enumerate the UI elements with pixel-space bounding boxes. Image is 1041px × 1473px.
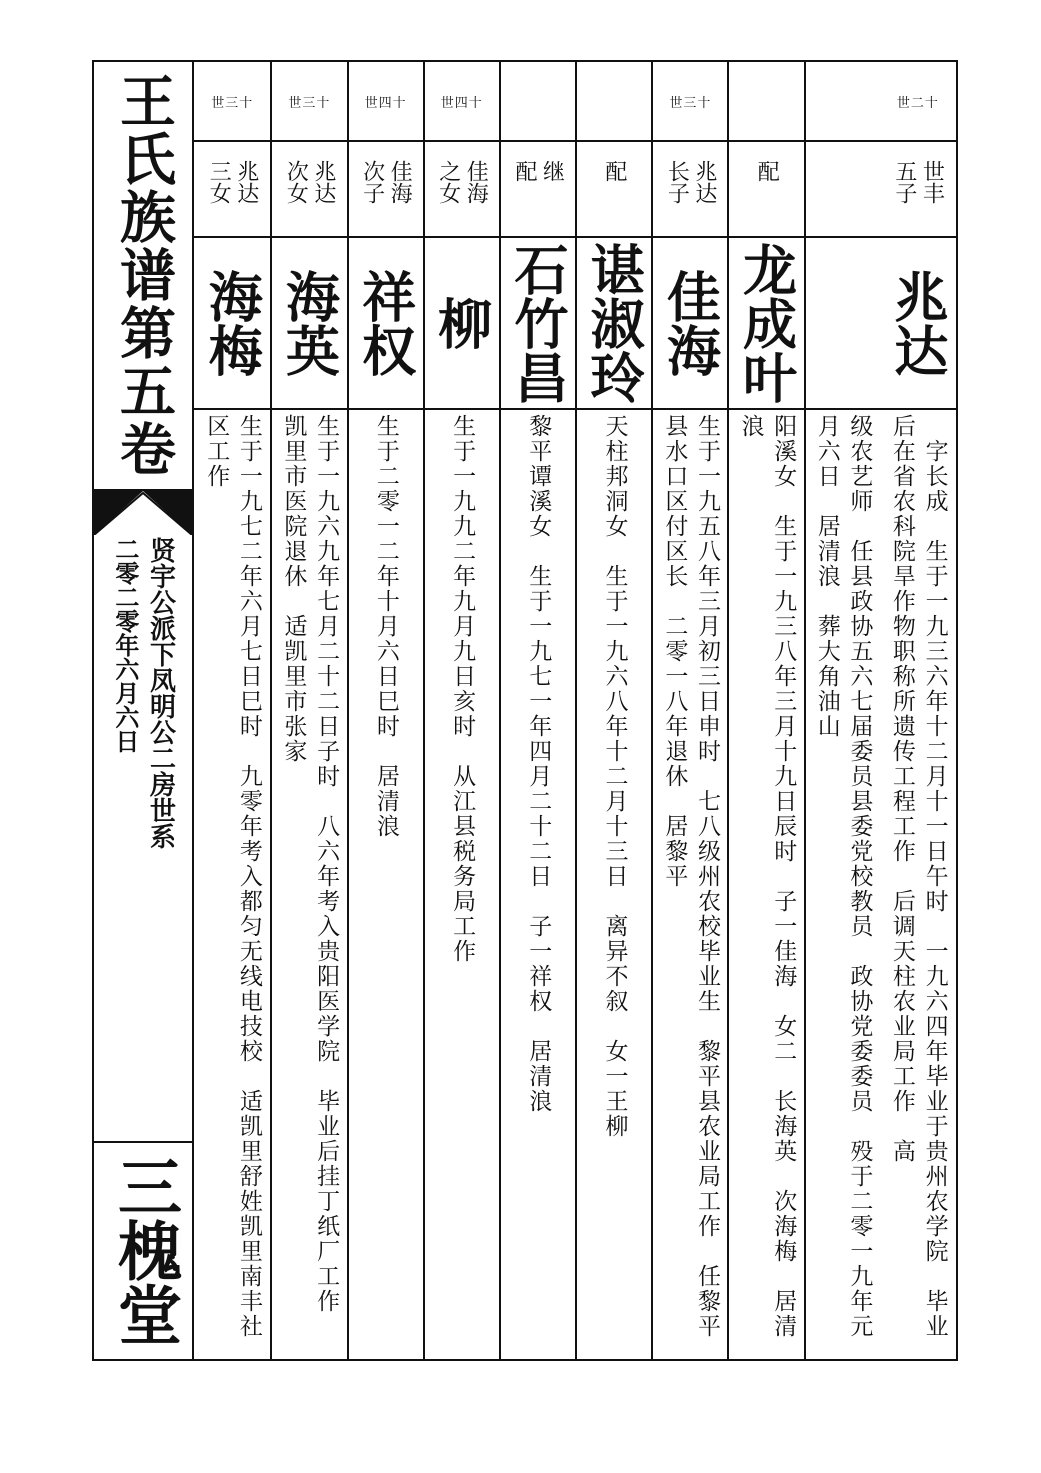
generation-cell xyxy=(729,62,803,142)
relation-cell xyxy=(501,142,575,238)
relation-cell xyxy=(729,142,803,238)
member-name: 海梅 xyxy=(200,269,265,377)
bio-cell xyxy=(653,414,727,1359)
member-bio: 字长成 生于一九三六年十二月十一日午时 一九六四年毕业于贵州农学院 毕业后在省农科院旱作物职称所遗传工程工作 后调天柱农业局工作 高 xyxy=(888,414,948,1339)
member-column xyxy=(727,62,803,1359)
generation-text: 世三十 xyxy=(288,95,331,111)
relation-text: 配 xyxy=(601,160,627,182)
member-bio: 生于二零一二年十月六日巳时 居清浪 xyxy=(372,414,399,839)
relation-cell xyxy=(194,142,270,238)
relation-text: 配 xyxy=(754,160,780,182)
name-cell xyxy=(653,238,727,410)
relation-text: 继 配 xyxy=(511,160,565,182)
lineage-text: 贤宇公派下凤明公二房世系 xyxy=(145,537,176,849)
member-bio: 生于一九六九年七月二十二日子时 八六年考入贵阳医学院 毕业后挂丁纸厂工作 凯里市医院退休 适凯里市张家 xyxy=(280,414,340,1339)
generation-cell xyxy=(806,62,880,142)
bio-cell xyxy=(272,414,346,1359)
member-bio: 黎平谭溪女 生于一九七一年四月二十二日 子一祥权 居清浪 xyxy=(525,414,552,1114)
member-column xyxy=(499,62,575,1359)
member-name: 兆达 xyxy=(885,269,950,377)
name-cell xyxy=(880,238,956,410)
name-cell xyxy=(349,238,423,410)
generation-text: 世三十 xyxy=(211,95,254,111)
genealogy-page-frame xyxy=(92,60,958,1361)
member-bio: 生于一九五八年三月初三日申时 七八级州农校毕业生 黎平县农业局工作 任黎平县水口区付区长 二零一八年退休 居黎平 xyxy=(661,414,720,1339)
member-name: 柳 xyxy=(429,296,494,350)
member-column xyxy=(880,62,956,1359)
member-name: 祥权 xyxy=(353,269,418,377)
generation-cell xyxy=(501,62,575,142)
bio-cell xyxy=(501,414,575,1359)
title-panel xyxy=(94,62,194,1359)
relation-cell xyxy=(349,142,423,238)
member-column xyxy=(194,62,270,1359)
arrow-banner xyxy=(94,491,192,535)
relation-cell xyxy=(880,142,956,238)
generation-cell xyxy=(349,62,423,142)
member-bio: 生于一九七二年六月七日巳时 九零年考入都匀无线电技校 适凯里舒姓凯里南丰社区工作 xyxy=(203,414,262,1339)
generation-text: 世四十 xyxy=(440,95,483,111)
member-column xyxy=(347,62,423,1359)
relation-cell xyxy=(653,142,727,238)
name-cell xyxy=(425,238,499,410)
name-cell xyxy=(194,238,270,410)
member-bio: 天柱邦洞女 生于一九六八年十二月十三日 离异不叙 女一王柳 xyxy=(601,414,628,1139)
arrow-banner-icon xyxy=(94,491,192,535)
member-name: 佳海 xyxy=(658,269,723,377)
relation-text: 佳海 之女 xyxy=(435,160,489,204)
relation-text: 兆达 三女 xyxy=(206,160,259,204)
name-cell xyxy=(501,238,575,410)
member-name: 石竹昌 xyxy=(505,242,570,404)
generation-cell xyxy=(272,62,346,142)
name-cell xyxy=(577,238,651,410)
generation-cell xyxy=(653,62,727,142)
bio-cell xyxy=(880,414,956,1359)
bio-cell xyxy=(349,414,423,1359)
divider xyxy=(94,1141,192,1143)
member-bio: 级农艺师 任县政协五六七届委员县委党校教员 政协党委委员 殁于二零一九年元月六日 居清浪 葬大角油山 xyxy=(813,414,873,1339)
member-column xyxy=(423,62,499,1359)
member-columns xyxy=(194,62,956,1359)
lineage-block xyxy=(94,537,192,1137)
name-cell xyxy=(806,238,880,410)
member-name: 海英 xyxy=(277,269,342,377)
member-bio: 阳溪女 生于一九三八年三月十九日辰时 子一佳海 女二 长海英 次海梅 居清浪 xyxy=(737,414,797,1339)
relation-text: 兆达 长子 xyxy=(664,160,717,204)
generation-cell xyxy=(425,62,499,142)
relation-text: 兆达 次女 xyxy=(283,160,336,204)
generation-text: 世三十 xyxy=(669,95,712,111)
generation-text: 世四十 xyxy=(364,95,407,111)
generation-cell xyxy=(880,62,956,142)
member-name: 龙成叶 xyxy=(734,242,799,404)
bio-cell xyxy=(806,414,880,1359)
member-column xyxy=(804,62,880,1359)
bio-cell xyxy=(425,414,499,1359)
book-title xyxy=(94,66,194,484)
bio-cell xyxy=(729,414,803,1359)
bio-cell xyxy=(194,414,270,1359)
name-cell xyxy=(272,238,346,410)
relation-text: 世丰 五子 xyxy=(891,160,945,204)
generation-cell xyxy=(577,62,651,142)
bio-cell xyxy=(577,414,651,1359)
name-cell xyxy=(729,238,803,410)
relation-cell xyxy=(806,142,880,238)
member-bio: 生于一九九二年九月九日亥时 从江县税务局工作 xyxy=(449,414,476,964)
member-name: 谌淑玲 xyxy=(582,242,647,404)
book-title-text: 王氏族谱第五卷 xyxy=(111,72,177,478)
hall-name xyxy=(94,1145,194,1355)
member-column xyxy=(270,62,346,1359)
date-text: 二零二零年六月六日 xyxy=(110,537,140,753)
member-column xyxy=(651,62,727,1359)
relation-cell xyxy=(425,142,499,238)
generation-cell xyxy=(194,62,270,142)
member-column xyxy=(575,62,651,1359)
relation-text: 佳海 次子 xyxy=(359,160,413,204)
relation-cell xyxy=(272,142,346,238)
generation-text: 世二十 xyxy=(896,95,939,111)
relation-cell xyxy=(577,142,651,238)
hall-name-text: 三槐堂 xyxy=(107,1154,182,1346)
